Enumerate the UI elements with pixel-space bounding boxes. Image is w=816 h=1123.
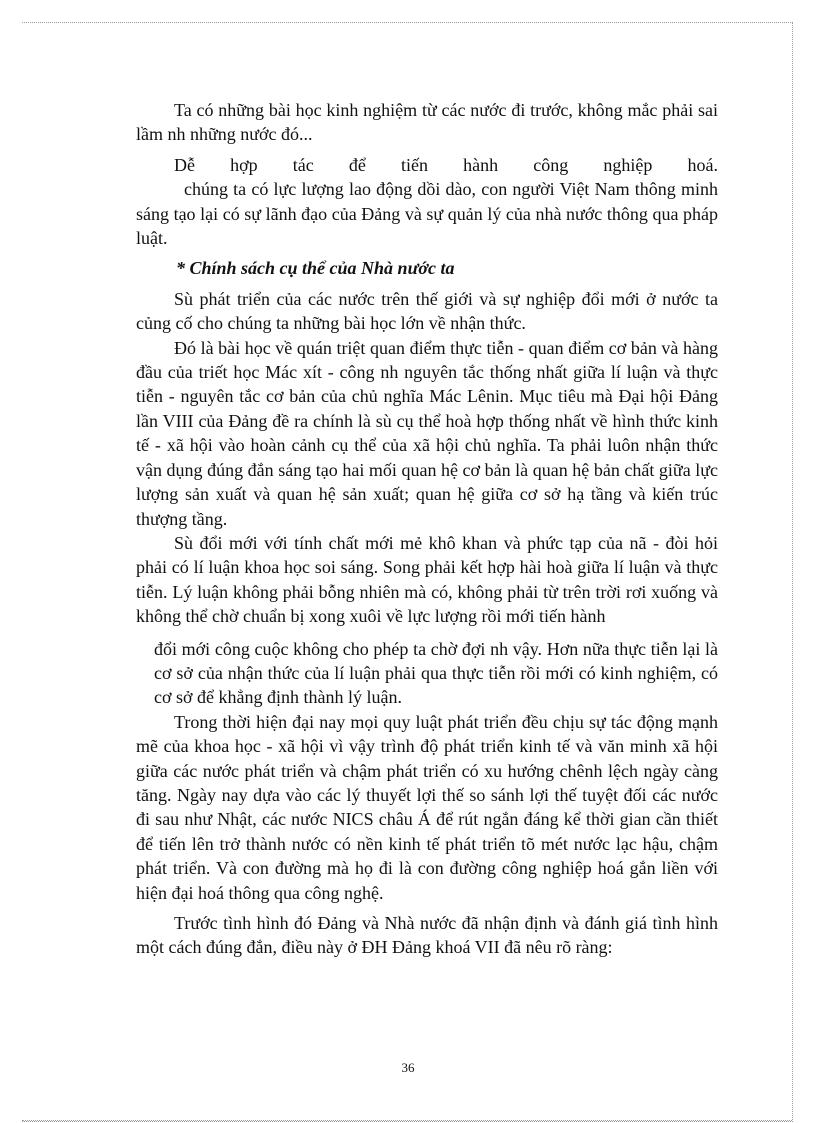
paragraph-party-assessment: Trước tình hình đó Đảng và Nhà nước đã nhận định và đánh giá tình hình một cách đúng đắn, điều này ở ĐH Đảng khoá VII đã nêu rõ ràng: <box>136 913 718 958</box>
paragraph-development: Sù phát triển của các nước trên thế giới và sự nghiệp đổi mới ở nước ta củng cố cho chúng ta những bài học lớn về nhận thức. <box>136 288 718 334</box>
paragraph-lessons: Ta có những bài học kinh nghiệm từ các nước đi trước, không mắc phải sai lầm nh những nước đó... <box>136 100 718 145</box>
paragraph-renewal: Sù đổi mới với tính chất mới mẻ khô khan và phức tạp của nã - đòi hỏi phải có lí luận khoa học soi sáng. Song phải kết hợp hài hoà giữa lí luận và thực tiễn. Lý luận không phải bỗng nhiên mà có, không phải từ trên trời rơi xuống và không thể chờ chuẩn bị xong xuôi về lực lượng rồi mới tiến hành <box>136 532 718 627</box>
section-heading-policy: * Chính sách cụ thể của Nhà nước ta <box>176 258 455 279</box>
paragraph-lesson-practice: Đó là bài học về quán triệt quan điểm thực tiễn - quan điểm cơ bản và hàng đầu của triết học Mác xít - công nh nguyên tắc thống nhất giữa lí luận và thực tiễn - nguyên tắc cơ bản của chủ nghĩa Mác Lênin. Mục tiêu mà Đại hội Đảng lần VIII của Đảng đề ra chính là sù cụ thể hoà hợp thống nhất về hình thức kinh tế - xã hội vào hoàn cảnh cụ thể của xã hội chủ nghĩa. Ta phải luôn nhận thức vận dụng đúng đắn sáng tạo hai mối quan hệ cơ bản là quan hệ bản chất giữa lực lượng sản xuất và quan hệ sản xuất; quan hệ giữa cơ sở hạ tầng và kiến trúc thượng tầng. <box>136 337 718 529</box>
paragraph-labor-force: chúng ta có lực lượng lao động dồi dào, con người Việt Nam thông minh sáng tạo lại có sự lãnh đạo của Đảng và sự quản lý của nhà nước thông qua pháp luật. <box>136 179 718 249</box>
paragraph-modern-era: Trong thời hiện đại nay mọi quy luật phát triển đều chịu sự tác động mạnh mẽ của khoa học - xã hội vì vậy trình độ phát triển kinh tế và văn minh xã hội giữa các nước phát triển và chậm phát triển có xu hướng chênh lệch ngày càng tăng. Ngày nay dựa vào các lý thuyết lợi thế so sánh lợi thế tuyệt đối các nước đi sau như Nhật, các nước NICS châu Á để rút ngắn đáng kể thời gian cần thiết để tiến lên trở thành nước có nền kinh tế phát triển tõ mét nước lạc hậu, chậm phát triển. Và con đường mà họ đi là con đường công nghiệp hoá gắn liền với hiện đại hoá thông qua công nghệ. <box>136 711 718 903</box>
paragraph-cooperation: Dễ hợp tác để tiến hành công nghiệp hoá. <box>174 154 718 175</box>
page-number: 36 <box>401 1060 415 1075</box>
paragraph-renewal-continued: đổi mới công cuộc không cho phép ta chờ đợi nh vậy. Hơn nữa thực tiễn lại là cơ sở của nhận thức của lí luận phải qua thực tiễn rồi mới có kinh nghiệm, có cơ sở để khẳng định thành lý luận. <box>154 638 718 708</box>
page-bottom-rule <box>22 1120 792 1121</box>
document-body <box>136 98 718 960</box>
